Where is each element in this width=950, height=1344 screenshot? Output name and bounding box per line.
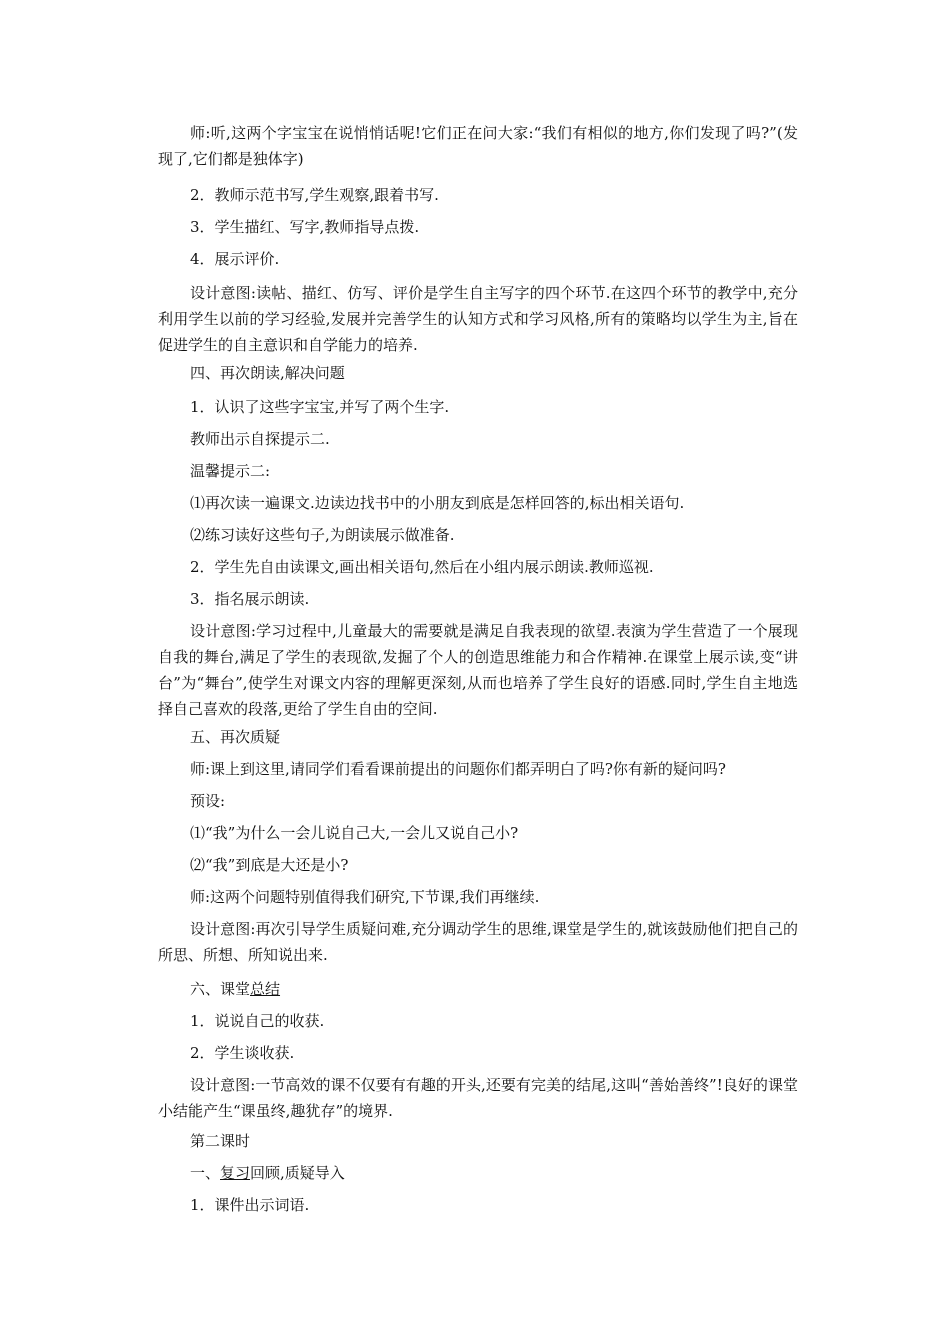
paragraph: 2．学生谈收获. — [190, 1044, 295, 1062]
section-heading: 五、再次质疑 — [190, 728, 281, 746]
heading-underlined-text: 复习 — [220, 1164, 251, 1182]
paragraph: 1．认识了这些字宝宝,并写了两个生字. — [190, 398, 450, 416]
heading-text: 一、 — [190, 1164, 221, 1182]
heading-text: 回顾,质疑导入 — [250, 1164, 345, 1182]
paragraph: 师:这两个问题特别值得我们研究,下节课,我们再继续. — [190, 888, 540, 906]
paragraph: 设计意图:一节高效的课不仅要有有趣的开头,还要有完美的结尾,这叫“善始善终”!良好的课堂小结能产生“课虽终,趣犹存”的境界. — [158, 1076, 798, 1120]
paragraph: 3．学生描红、写字,教师指导点拨. — [190, 218, 420, 236]
paragraph: 师:听,这两个字宝宝在说悄悄话呢!它们正在问大家:“我们有相似的地方,你们发现了吗?”(发现了,它们都是独体字) — [158, 124, 798, 168]
paragraph: 1．说说自己的收获. — [190, 1012, 325, 1030]
paragraph: ⑵“我”到底是大还是小? — [190, 856, 349, 874]
paragraph: 设计意图:学习过程中,儿童最大的需要就是满足自我表现的欲望.表演为学生营造了一个展现自我的舞台,满足了学生的表现欲,发掘了个人的创造思维能力和合作精神.在课堂上展示读,变“讲台”为“舞台”,使学生对课文内容的理解更深刻,从而也培养了学生良好的语感.同时,学生自主地选择自己喜欢的段落,更给了学生自由的空间. — [158, 622, 798, 718]
paragraph: 设计意图:再次引导学生质疑问难,充分调动学生的思维,课堂是学生的,就该鼓励他们把自己的所思、所想、所知说出来. — [158, 920, 798, 964]
paragraph: 设计意图:读帖、描红、仿写、评价是学生自主写字的四个环节.在这四个环节的教学中,充分利用学生以前的学习经验,发展并完善学生的认知方式和学习风格,所有的策略均以学生为主,旨在促进学生的自主意识和自学能力的培养. — [158, 284, 798, 354]
section-heading — [158, 1160, 798, 1186]
paragraph: 教师出示自探提示二. — [190, 430, 330, 448]
section-heading: 四、再次朗读,解决问题 — [190, 364, 345, 382]
paragraph: 3．指名展示朗读. — [190, 590, 310, 608]
paragraph: 2．教师示范书写,学生观察,跟着书写. — [190, 186, 439, 204]
paragraph: 1．课件出示词语. — [190, 1196, 310, 1214]
heading-text: 六、课堂 — [190, 980, 251, 998]
paragraph: 2．学生先自由读课文,画出相关语句,然后在小组内展示朗读.教师巡视. — [190, 558, 654, 576]
paragraph: ⑵练习读好这些句子,为朗读展示做准备. — [190, 526, 455, 544]
paragraph: 温馨提示二: — [190, 462, 271, 480]
paragraph: 师:课上到这里,请同学们看看课前提出的问题你们都弄明白了吗?你有新的疑问吗? — [190, 760, 726, 778]
lesson-heading: 第二课时 — [190, 1132, 251, 1150]
section-heading — [158, 976, 798, 1002]
paragraph: ⑴“我”为什么一会儿说自己大,一会儿又说自己小? — [190, 824, 519, 842]
heading-underlined-text: 总结 — [250, 980, 281, 998]
paragraph: ⑴再次读一遍课文.边读边找书中的小朋友到底是怎样回答的,标出相关语句. — [190, 494, 685, 512]
paragraph: 预设: — [190, 792, 226, 810]
paragraph: 4．展示评价. — [190, 250, 280, 268]
